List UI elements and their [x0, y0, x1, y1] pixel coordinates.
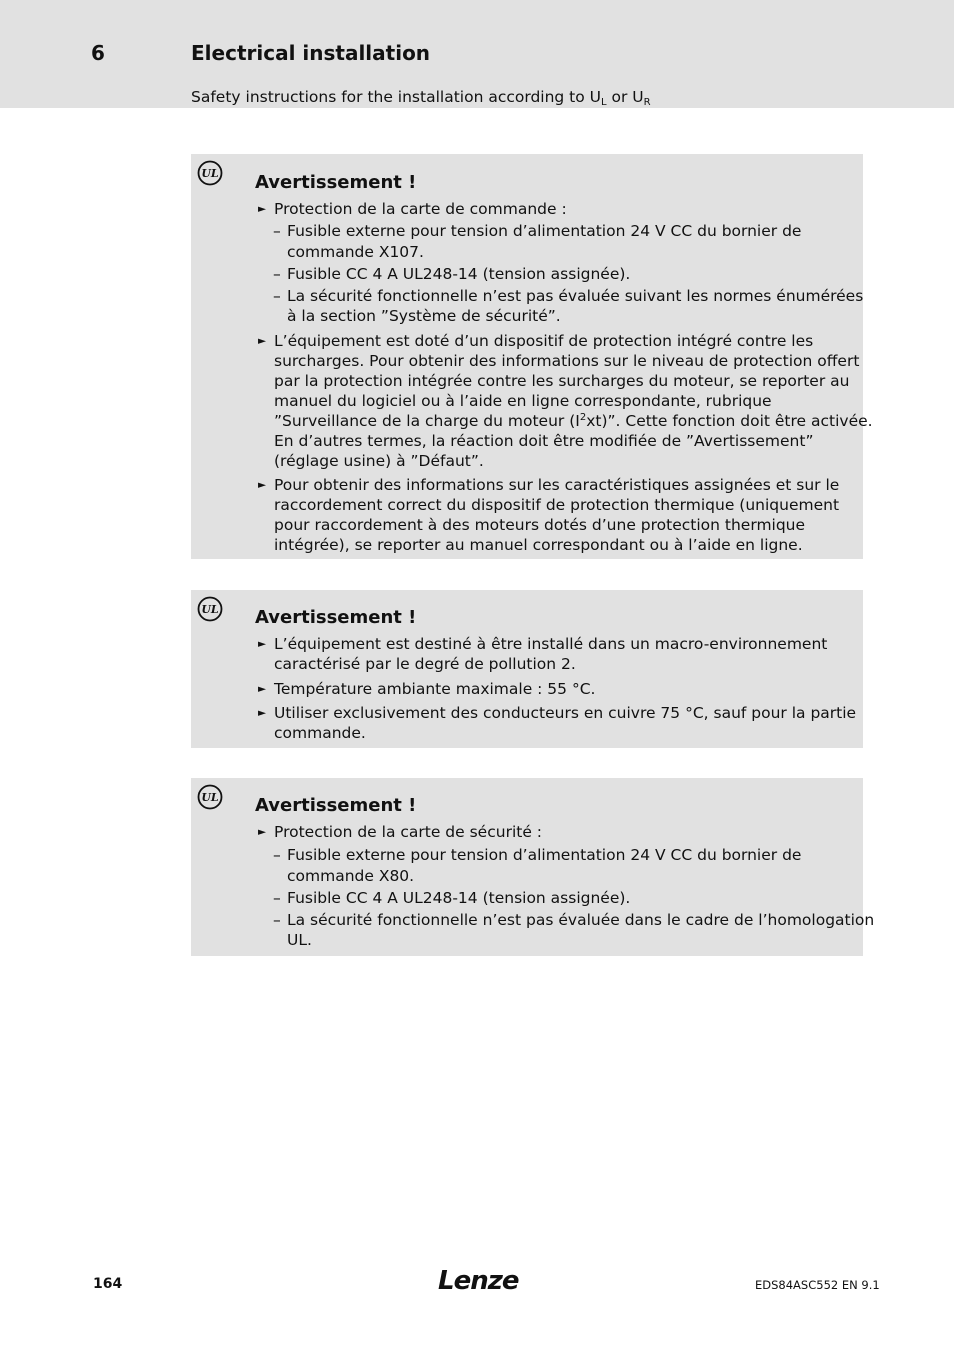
list-item-line: L’équipement est doté d’un dispositif de protection intégré contre les [274, 332, 814, 350]
dash-icon: – [273, 287, 281, 305]
bullet-icon: ► [258, 203, 267, 215]
dash-icon: – [273, 846, 281, 864]
svg-text:UL: UL [201, 603, 219, 616]
warning-title: Avertissement ! [255, 607, 417, 628]
dash-icon: – [273, 911, 281, 929]
sub-item-line: commande X107. [287, 243, 424, 261]
list-item-line: commande. [274, 724, 366, 742]
list-item-line: Utiliser exclusivement des conducteurs en cuivre 75 °C, sauf pour la partie [274, 704, 857, 722]
list-item-line: En d’autres termes, la réaction doit être modifiée de ”Avertissement” [274, 432, 814, 450]
bullet-icon: ► [258, 479, 267, 491]
sub-item-line: Fusible externe pour tension d’alimentation 24 V CC du bornier de [287, 222, 802, 240]
chapter-title: Electrical installation [191, 41, 431, 65]
bullet-icon: ► [258, 335, 267, 347]
sub-item-line: Fusible externe pour tension d’alimentation 24 V CC du bornier de [287, 846, 802, 864]
warning-title: Avertissement ! [255, 795, 417, 816]
dash-icon: – [273, 265, 281, 283]
dash-icon: – [273, 222, 281, 240]
list-item-line: intégrée), se reporter au manuel correspondant ou à l’aide en ligne. [274, 536, 803, 554]
chapter-number: 6 [91, 41, 105, 65]
bullet-icon: ► [258, 707, 267, 719]
list-item-line: surcharges. Pour obtenir des informations sur le niveau de protection offert [274, 352, 860, 370]
svg-text:UL: UL [201, 167, 219, 180]
svg-text:UL: UL [201, 791, 219, 804]
bullet-icon: ► [258, 638, 267, 650]
sub-item-line: UL. [287, 931, 312, 949]
sub-item-line: commande X80. [287, 867, 415, 885]
list-item-line: ”Surveillance de la charge du moteur $(I^2xt)$”. Cette fonction doit être activée. [274, 412, 873, 430]
list-item: Protection de la carte de sécurité : [274, 823, 543, 841]
section-subtitle: Safety instructions for the installation according to $U_L$ or $U_R$ [191, 88, 651, 108]
warning-title: Avertissement ! [255, 172, 417, 193]
list-item: Protection de la carte de commande : [274, 200, 567, 218]
sub-item-line: La sécurité fonctionnelle n’est pas évaluée suivant les normes énumérées [287, 287, 864, 305]
bullet-icon: ► [258, 826, 267, 838]
list-item-line: L’équipement est destiné à être installé dans un macro-environnement [274, 635, 828, 653]
list-item-line: Température ambiante maximale : 55 °C. [274, 680, 596, 698]
ul-mark-icon [197, 160, 223, 186]
sub-item-line: Fusible CC 4 A UL248-14 (tension assignée). [287, 265, 631, 283]
list-item-line: manuel du logiciel ou à l’aide en ligne correspondante, rubrique [274, 392, 772, 410]
list-item-line: Pour obtenir des informations sur les caractéristiques assignées et sur le [274, 476, 840, 494]
lenze-logo: Lenze [438, 1266, 519, 1296]
warning-box-1 [191, 154, 873, 559]
ul-mark-icon [197, 596, 223, 622]
page-number: 164 [93, 1276, 123, 1292]
document-code: EDS84ASC552 EN 9.1 [755, 1278, 880, 1292]
dash-icon: – [273, 889, 281, 907]
list-item-line: pour raccordement à des moteurs dotés d’une protection thermique [274, 516, 806, 534]
sub-item-line: à la section ”Système de sécurité”. [287, 307, 561, 325]
list-item-line: (réglage usine) à ”Défaut”. [274, 452, 484, 470]
list-item-line: par la protection intégrée contre les surcharges du moteur, se reporter au [274, 372, 850, 390]
warning-box-3 [191, 778, 875, 956]
warning-box-2 [191, 590, 863, 748]
sub-item-line: La sécurité fonctionnelle n’est pas évaluée dans le cadre de l’homologation [287, 911, 875, 929]
list-item-line: raccordement correct du dispositif de protection thermique (uniquement [274, 496, 840, 514]
sub-item-line: Fusible CC 4 A UL248-14 (tension assignée). [287, 889, 631, 907]
ul-mark-icon [197, 784, 223, 810]
bullet-icon: ► [258, 683, 267, 695]
list-item-line: caractérisé par le degré de pollution 2. [274, 655, 576, 673]
